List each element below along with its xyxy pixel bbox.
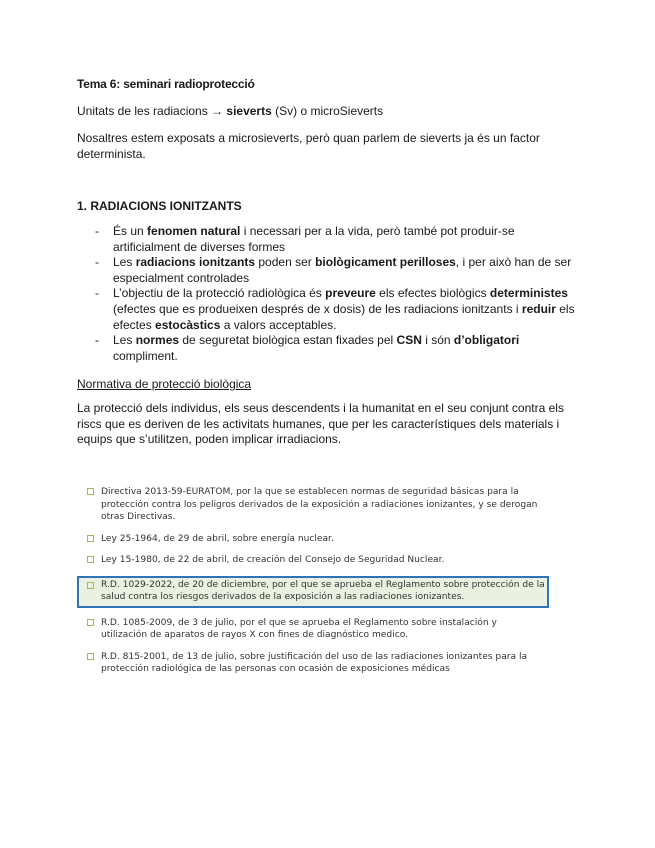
bullet-list xyxy=(95,224,575,364)
bullet-text: Les xyxy=(113,255,136,270)
law-text: Ley 15-1980, de 22 de abril, de creación del Consejo de Seguridad Nuclear. xyxy=(101,555,445,565)
checkbox-icon xyxy=(87,535,94,542)
bullet-text: compliment. xyxy=(113,348,178,363)
law-item xyxy=(83,554,545,567)
list-item xyxy=(95,224,575,255)
law-item xyxy=(83,486,545,524)
bullet-bold: estocàstics xyxy=(155,317,221,332)
units-text-end: (Sv) o microSieverts xyxy=(271,104,384,118)
legal-list-image xyxy=(83,486,545,685)
bullet-bold: radiacions ionitzants xyxy=(135,255,256,270)
bullet-bold: preveure xyxy=(325,286,376,301)
document-title: Tema 6: seminari radioprotecció xyxy=(77,77,255,91)
law-text: Directiva 2013-59-EURATOM, por la que se establecen normas de seguridad básicas para la protección contra los peligros derivados de la exposición a radiaciones ionizantes, y se derogan otras Directivas. xyxy=(101,487,538,522)
bullet-text: de seguretat biològica estan fixades pel xyxy=(179,333,397,348)
law-text: R.D. 1085-2009, de 3 de julio, por el que se aprueba el Reglamento sobre instalación y utilización de aparatos de rayos X con fines de diagnóstico medico. xyxy=(101,617,497,640)
section-heading: 1. RADIACIONS IONITZANTS xyxy=(77,199,242,213)
bullet-bold: d’obligatori xyxy=(453,333,520,348)
bullet-text: És un xyxy=(113,224,148,238)
bullet-bold: reduir xyxy=(521,301,556,316)
normativa-title: Normativa de protecció biològica xyxy=(77,377,252,391)
list-item xyxy=(95,286,575,333)
law-item xyxy=(83,617,545,642)
law-text: R.D. 1029-2022, de 20 de diciembre, por el que se aprueba el Reglamento sobre protección de la salud contra los riesgos derivados de la exposición a las radiaciones ionizantes. xyxy=(101,579,545,602)
bullet-text: a valors acceptables. xyxy=(220,317,337,332)
law-item xyxy=(83,533,545,546)
law-text: R.D. 815-2001, de 13 de julio, sobre justificación del uso de las radiaciones ionizantes para la protección radiológica de las personas con ocasión de exposiciones médicas xyxy=(101,651,528,674)
bullet-text: i necessari per a la vida, però també pot produir-se artificialment de diverses formes xyxy=(113,224,515,254)
bullet-bold: CSN xyxy=(396,333,422,348)
checkbox-icon xyxy=(87,619,94,626)
bullet-bold: biològicament perilloses xyxy=(315,255,456,270)
bullet-bold: deterministes xyxy=(489,286,568,301)
bullet-text: , i per això han de ser especialment controlades xyxy=(113,255,572,285)
law-item xyxy=(83,651,545,676)
bullet-text: i són xyxy=(421,333,454,348)
bullet-text: (efectes que es produeixen després de x dosis) de les radiacions ionitzants i xyxy=(113,301,522,316)
law-item-highlighted xyxy=(77,576,549,608)
checkbox-icon xyxy=(87,582,94,589)
checkbox-icon xyxy=(87,556,94,563)
bullet-dash: - xyxy=(95,224,99,238)
list-item xyxy=(95,333,575,364)
bullet-text: poden ser xyxy=(255,255,316,270)
units-bold: sieverts xyxy=(226,104,272,118)
units-line xyxy=(77,103,577,119)
bullet-bold: normes xyxy=(135,333,180,348)
bullet-dash: - xyxy=(95,333,99,348)
checkbox-icon xyxy=(87,488,94,495)
law-text: Ley 25-1964, de 29 de abril, sobre energía nuclear. xyxy=(101,533,334,544)
bullet-text: els efectes biològics xyxy=(375,286,490,301)
bullet-bold: fenomen natural xyxy=(147,224,241,238)
checkbox-icon xyxy=(87,653,94,660)
intro-paragraph: Nosaltres estem exposats a microsieverts, però quan parlem de sieverts ja és un factor determinista. xyxy=(77,131,540,161)
bullet-dash: - xyxy=(95,255,99,270)
units-text: Unitats de les radiacions → xyxy=(77,104,227,118)
bullet-dash: - xyxy=(95,286,99,301)
bullet-text: L’objectiu de la protecció radiològica és xyxy=(113,286,326,301)
normativa-paragraph: La protecció dels individus, els seus descendents i la humanitat en el seu conjunt contra els riscs que es deriven de les activitats humanes, que per les característiques dels materials i equips que s’utilitzen, poden implicar irradiacions. xyxy=(77,401,564,447)
bullet-text: els efectes xyxy=(113,301,575,332)
bullet-text: Les xyxy=(113,333,136,348)
list-item xyxy=(95,255,575,286)
